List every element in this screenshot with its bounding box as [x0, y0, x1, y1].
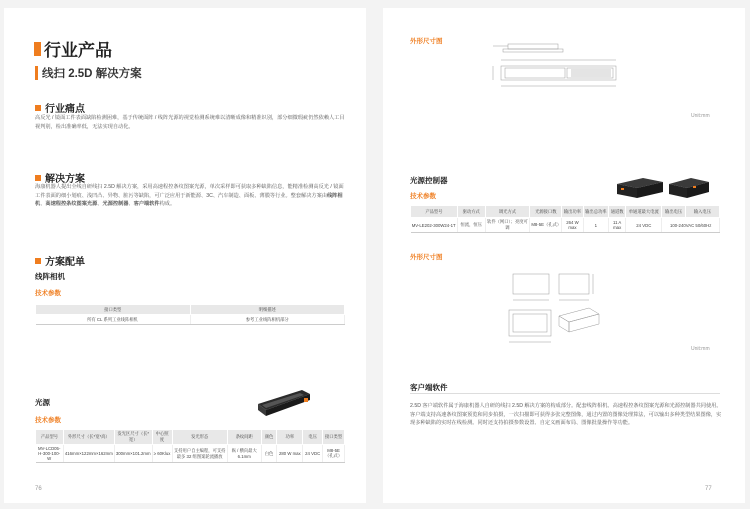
light-name: 光源 [35, 398, 50, 407]
light-cell-pitch: 纵 / 横向最大 6.1mm [227, 445, 261, 463]
page-title-text: 行业产品 [44, 41, 112, 60]
light-col-interface: 接口类型 [323, 430, 345, 445]
ctrl-col-model: 产品型号 [411, 206, 458, 218]
unit-label-1: Unit:mm [691, 113, 710, 119]
config-heading-text: 方案配单 [45, 257, 85, 268]
controller-image [613, 172, 713, 202]
solution-marker [35, 175, 41, 181]
solution-text [35, 183, 345, 209]
table-row [36, 315, 345, 325]
controller-table [410, 205, 720, 233]
ctrl-col-out-volt: 输出电压 [662, 206, 685, 218]
light-col-size: 外形尺寸（长*宽*高） [63, 430, 114, 445]
ctrl-cell-in-volt: 100-240VAC 50/60Hz [662, 218, 720, 233]
unit-label-2: Unit:mm [691, 346, 710, 352]
light-col-pitch: 条纹间距 [227, 430, 261, 445]
ctrl-cell-out-volt: 24 VDC [626, 218, 662, 233]
controller-name: 光源控制器 [410, 176, 448, 185]
dimension-title-2: 外形尺寸图 [410, 254, 443, 261]
light-cell-interface: M8-5E（孔式） [323, 445, 345, 463]
part-software: 客户端软件 [133, 201, 160, 208]
ctrl-cell-drive-a: 恒流 [460, 222, 470, 227]
camera-table-header [36, 305, 345, 315]
ctrl-cell-dimming: 软件（网口）；亮度可调 [485, 218, 530, 233]
camera-cell-interface: 所有 CL 系列工业线阵相机 [36, 315, 191, 325]
ctrl-cell-output: 264 W max [562, 218, 583, 233]
sep-3: 、 [128, 201, 134, 208]
ctrl-col-current: 单通道最大电流 [626, 206, 662, 218]
ctrl-col-total: 输出总功率 [583, 206, 609, 218]
subtitle-bar [35, 66, 38, 80]
camera-table [35, 304, 345, 325]
light-col-lux: 中心照度 [152, 430, 172, 445]
ctrl-cell-channels: 1 [583, 218, 609, 233]
light-col-color: 颜色 [261, 430, 277, 445]
part-camera: 线阵相机 [35, 192, 343, 208]
camera-cell-desc: 参考工业线阵相机部分 [190, 315, 345, 325]
light-cell-color: 白色 [261, 445, 277, 463]
part-controller: 光源控制器 [102, 201, 129, 208]
light-col-area: 发光区尺寸（长*宽） [114, 430, 152, 445]
light-table-header [36, 430, 345, 445]
software-name: 客户端软件 [410, 383, 448, 392]
page-number-right: 77 [705, 486, 712, 492]
subtitle-text: 线扫 2.5D 解决方案 [42, 68, 142, 80]
solution-subtitle [35, 65, 142, 81]
light-source-image [254, 386, 314, 418]
ctrl-col-ports: 光源接口数 [530, 206, 562, 218]
solution-text-lead: 海康机器人提出全线自研线扫 2.5D 解决方案，采用高速程控条纹图案光源，单次采样即可获取多种缺陷信息，能精准检测高反光 / 镜面工件表面的细小划痕、浅凹凸、异物、脏污等缺陷，可广泛应用于新能源、3C、汽车制造、面板、薄膜等行业。整套解决方案由 [35, 184, 344, 199]
light-cell-area: 300mm×101.2mm [114, 445, 152, 463]
ctrl-cell-current: 11 A max [609, 218, 626, 233]
light-col-power: 功率 [277, 430, 303, 445]
page-number-left: 76 [35, 486, 42, 492]
light-param-label: 技术参数 [35, 417, 61, 424]
ctrl-cell-drive-b: 恒压 [473, 222, 482, 227]
light-cell-form: 支持用户自主编程，可支持最多 32 组图案轮流播放 [172, 445, 227, 463]
camera-param-label: 技术参数 [35, 290, 61, 297]
light-cell-voltage: 24 VDC [303, 445, 323, 463]
ctrl-cell-model: MV-LE202-300W24-1T [411, 218, 458, 233]
ctrl-col-channels: 通道数 [609, 206, 626, 218]
table-row [411, 218, 720, 233]
ctrl-cell-drive: 恒流，恒压 [457, 218, 485, 233]
pain-heading-text: 行业痛点 [45, 104, 85, 115]
dimension-title-1: 外形尺寸图 [410, 38, 443, 45]
sep-2: 、 [97, 201, 103, 208]
pain-text: 高反光 / 镜面工件表面缺陷检测困难，基于传统面阵 / 线阵光源的视觉检测系统难以清晰成像和精准识别，部分细微瑕疵仍然依赖人工目视判别，检出准确率低，无法实现自动化。 [35, 115, 345, 130]
light-cell-size: 416mm×122mm×162mm [63, 445, 114, 463]
left-page [4, 8, 366, 503]
sep-1: 、 [40, 201, 46, 208]
software-text: 2.5D 客户端软件属于海康机器人自研的线扫 2.5D 解决方案的构成部分。配套线阵相机、高速程控条纹图案光源和光源控制器共同使用。客户端支持高速条纹图案预览和同步拍摄，一次扫描即可获得多张完整图像，通过内置的图像处理算法，可以输出多种类型结果图像，实现多种缺陷的实时在线检测。同时还支持拍摄参数设置、自定义画面布局、图像批量操作等功能。 [410, 403, 722, 427]
part-light: 高速程控条纹图案光源 [45, 201, 98, 208]
ctrl-col-output: 输出功率 [562, 206, 583, 218]
ctrl-col-dimming: 调光方式 [485, 206, 530, 218]
page-title [34, 36, 112, 61]
ctrl-cell-ports: M8-5E（孔式） [530, 218, 562, 233]
camera-col-interface: 接口类型 [36, 305, 191, 315]
ctrl-col-in-volt: 输入电压 [685, 206, 719, 218]
ctrl-col-drive: 驱动方式 [457, 206, 485, 218]
light-table [35, 429, 345, 463]
controller-dimension-drawing [503, 266, 613, 356]
solution-text-tail: 构成。 [159, 201, 176, 208]
controller-param-label: 技术参数 [410, 193, 436, 200]
light-col-voltage: 电压 [303, 430, 323, 445]
software-divider [410, 393, 720, 394]
light-col-form: 发光形态 [172, 430, 227, 445]
light-cell-power: 280 W max [277, 445, 303, 463]
light-cell-lux: ≥ 60Klux [152, 445, 172, 463]
controller-table-header [411, 206, 720, 218]
config-heading [35, 253, 85, 268]
solution-heading-text: 解决方案 [45, 174, 85, 185]
config-marker [35, 258, 41, 264]
title-marker [34, 42, 41, 56]
camera-col-desc: 明细描述 [190, 305, 345, 315]
table-row [36, 445, 345, 463]
right-page [383, 8, 745, 503]
light-cell-model: MV-LCD05-H-300-100-W [36, 445, 64, 463]
light-col-model: 产品型号 [36, 430, 64, 445]
pain-heading [35, 100, 85, 115]
camera-name: 线阵相机 [35, 272, 65, 281]
pain-marker [35, 105, 41, 111]
light-dimension-drawing [483, 38, 633, 94]
